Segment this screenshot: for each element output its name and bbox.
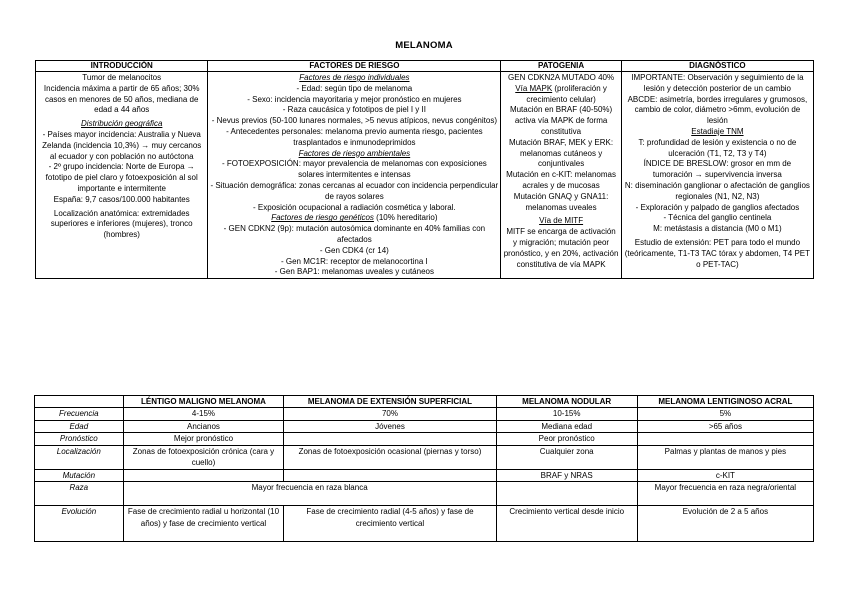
risk-line: - Gen CDK4 (cr 14) (319, 245, 389, 255)
pato-line: Mutación BRAF, MEK y ERK: melanomas cutáneos y conjuntivales (509, 137, 614, 169)
risk-line: - Edad: según tipo de melanoma (296, 83, 413, 93)
ambientales-heading: Factores de riesgo ambientales (298, 148, 411, 158)
pato-line: Mutación en BRAF (40-50%) activa vía MAPK de forma constitutiva (509, 105, 613, 136)
table-row (35, 506, 814, 542)
geneticos-heading: Factores de riesgo genéticos (271, 213, 374, 223)
intro-line: España: 9,7 casos/100.000 habitantes (53, 194, 190, 204)
table-cell: 70% (284, 408, 496, 421)
row-label: Localización (35, 445, 124, 469)
pato-line: MITF se encarga de activación y migración; mutación peor pronóstico, y en 20%, activación constitutiva de vía MAPK (503, 227, 619, 269)
table-cell (284, 469, 496, 482)
pato-line: GEN CDKN2A MUTADO 40% (508, 73, 615, 82)
table-cell: >65 años (637, 420, 813, 433)
header-extension-superficial: MELANOMA DE EXTENSIÓN SUPERFICIAL (284, 396, 496, 408)
pato-line: Mutación GNAQ y GNA11: melanomas uveales (513, 191, 609, 212)
pato-line: Mutación en c-KIT: melanomas acrales y de mucosas (506, 170, 616, 190)
table-cell-merged: Mayor frecuencia en raza blanca (123, 482, 496, 506)
types-header-row (35, 396, 814, 408)
table-cell: 4-15% (123, 408, 284, 421)
table-cell: Mediana edad (496, 420, 637, 433)
mapk-heading-line (503, 84, 618, 106)
geneticos-heading-line (210, 213, 498, 224)
table-cell: Ancianos (123, 420, 284, 433)
table-cell (284, 433, 496, 446)
table-row (35, 469, 814, 482)
mapk-heading: Vía MAPK (515, 83, 553, 93)
table-cell: 5% (637, 408, 813, 421)
table-cell: c-KIT (637, 469, 813, 482)
risk-line: - Raza caucásica y fototipos de piel I y II (282, 105, 426, 115)
row-label: Edad (35, 420, 124, 433)
diag-line: ÍNDICE DE BRESLOW: grosor en mm de tumoración → supervivencia inversa (643, 159, 792, 180)
table-cell: Mejor pronóstico (123, 433, 284, 446)
intro-line: Tumor de melanocitos (82, 73, 162, 82)
table-row (35, 420, 814, 433)
table-row (35, 445, 814, 469)
risk-line: - Sexo: incidencia mayoritaria y mejor pronóstico en mujeres (247, 94, 462, 104)
header-nodular: MELANOMA NODULAR (496, 396, 637, 408)
intro-line: - 2º grupo incidencia: Norte de Europa → fototipo de piel claro y fotoexposición al sol importante e intermitente (45, 162, 198, 193)
table-cell: Zonas de fotoexposición crónica (cara y cuello) (123, 445, 284, 469)
diagnostico-cell (621, 72, 813, 279)
risk-line: - GEN CDKN2 (9p): mutación autosómica dominante en 40% familias con afectados (223, 224, 486, 244)
header-lentigo-maligno: LÉNTIGO MALIGNO MELANOMA (123, 396, 284, 408)
risk-line: - Gen MC1R: receptor de melanocortina I (281, 256, 428, 266)
row-label: Mutación (35, 469, 124, 482)
intro-line: - Países mayor incidencia: Australia y Nueva Zelanda (incidencia 10,3%) → muy cercanos al ecuador y con población no autóctona (42, 129, 202, 161)
row-label: Evolución (35, 506, 124, 542)
diag-line: - Técnica del ganglio centinela (663, 213, 772, 223)
table-cell: 10-15% (496, 408, 637, 421)
tnm-heading: Estadiaje TNM (691, 126, 744, 136)
table-cell: Fase de crecimiento radial (4-5 años) y fase de crecimiento vertical (284, 506, 496, 542)
risk-line: - Gen BAP1: melanomas uveales y cutáneos (274, 267, 434, 277)
table-row (35, 482, 814, 506)
factores-cell (208, 72, 501, 279)
risk-line: - Exposición ocupacional a radiación cosmética y laboral. (252, 202, 456, 212)
table-cell: Mayor frecuencia en raza negra/oriental (637, 482, 813, 506)
row-label: Raza (35, 482, 124, 506)
overview-body-row (36, 72, 814, 279)
risk-line: - Situación demográfica: zonas cercanas al ecuador con incidencia perpendicular de rayos solares (210, 180, 499, 201)
header-patogenia: PATOGENIA (501, 61, 621, 72)
table-cell: Cualquier zona (496, 445, 637, 469)
intro-line: Localización anatómica: extremidades superiores e inferiores (mujeres), tronco (hombres) (50, 208, 193, 240)
diag-line: M: metástasis a distancia (M0 o M1) (653, 224, 782, 234)
overview-header-row (36, 61, 814, 72)
types-table (34, 395, 814, 542)
table-cell: Palmas y plantas de manos y pies (637, 445, 813, 469)
table-cell: Jóvenes (284, 420, 496, 433)
header-diagnostico: DIAGNÓSTICO (621, 61, 813, 72)
header-introduccion: INTRODUCCIÓN (36, 61, 208, 72)
patogenia-cell (501, 72, 621, 279)
header-factores-de-riesgo: FACTORES DE RIESGO (208, 61, 501, 72)
header-empty (35, 396, 124, 408)
diag-line: ABCDE: asimetría, bordes irregulares y grumosos, cambio de color, diámetro >6mm, evolución de lesión (627, 94, 808, 126)
distribucion-heading: Distribución geográfica (81, 119, 163, 129)
table-cell (496, 482, 637, 506)
geneticos-suffix: (10% hereditario) (373, 213, 438, 223)
mapk-suffix: (proliferación y crecimiento celular) (526, 83, 607, 104)
table-row (35, 408, 814, 421)
table-cell (637, 433, 813, 446)
page-title: MELANOMA (395, 40, 453, 51)
table-cell: Crecimiento vertical desde inicio (496, 506, 637, 542)
diag-line: T: profundidad de lesión y existencia o no de ulceración (T1, T2, T3 y T4) (638, 137, 797, 158)
mitf-heading: Vía de MITF (539, 216, 584, 226)
diag-line: - Exploración y palpado de ganglios afectados (635, 202, 800, 212)
header-lentiginoso-acral: MELANOMA LENTIGINOSO ACRAL (637, 396, 813, 408)
intro-line: Incidencia máxima a partir de 65 años; 30% casos en menores de 50 años, mediana de edad a 44 años (43, 83, 200, 115)
risk-line: - FOTOEXPOSICIÓN: mayor prevalencia de melanomas con exposiciones solares intermitentes e intensas (221, 159, 487, 180)
table-cell: Peor pronóstico (496, 433, 637, 446)
table-cell: Fase de crecimiento radial u horizontal (10 años) y fase de crecimiento vertical (123, 506, 284, 542)
table-cell: Zonas de fotoexposición ocasional (piernas y torso) (284, 445, 496, 469)
row-label: Pronóstico (35, 433, 124, 446)
diag-line: IMPORTANTE: Observación y seguimiento de la lesión y detección posterior de un cambio (631, 73, 804, 93)
risk-line: - Nevus previos (50-100 lunares normales, >5 nevus atípicos, nevus congénitos) (211, 116, 497, 126)
diag-line: N: diseminación ganglionar o afectación de ganglios regionales (N1, N2, N3) (624, 180, 810, 201)
diag-line: Estudio de extensión: PET para todo el mundo (teóricamente, T1-T3 TAC tórax y abdomen, T4 PET o PET-TAC) (624, 237, 811, 269)
risk-line: - Antecedentes personales: melanoma previo aumenta riesgo, pacientes trasplantados e inmunodeprimidos (226, 126, 483, 147)
introduccion-cell (36, 72, 208, 279)
table-cell: Evolución de 2 a 5 años (637, 506, 813, 542)
row-label: Frecuencia (35, 408, 124, 421)
individuales-heading: Factores de riesgo individuales (299, 73, 410, 82)
table-row (35, 433, 814, 446)
table-cell: BRAF y NRAS (496, 469, 637, 482)
table-cell (123, 469, 284, 482)
overview-table (35, 60, 814, 279)
